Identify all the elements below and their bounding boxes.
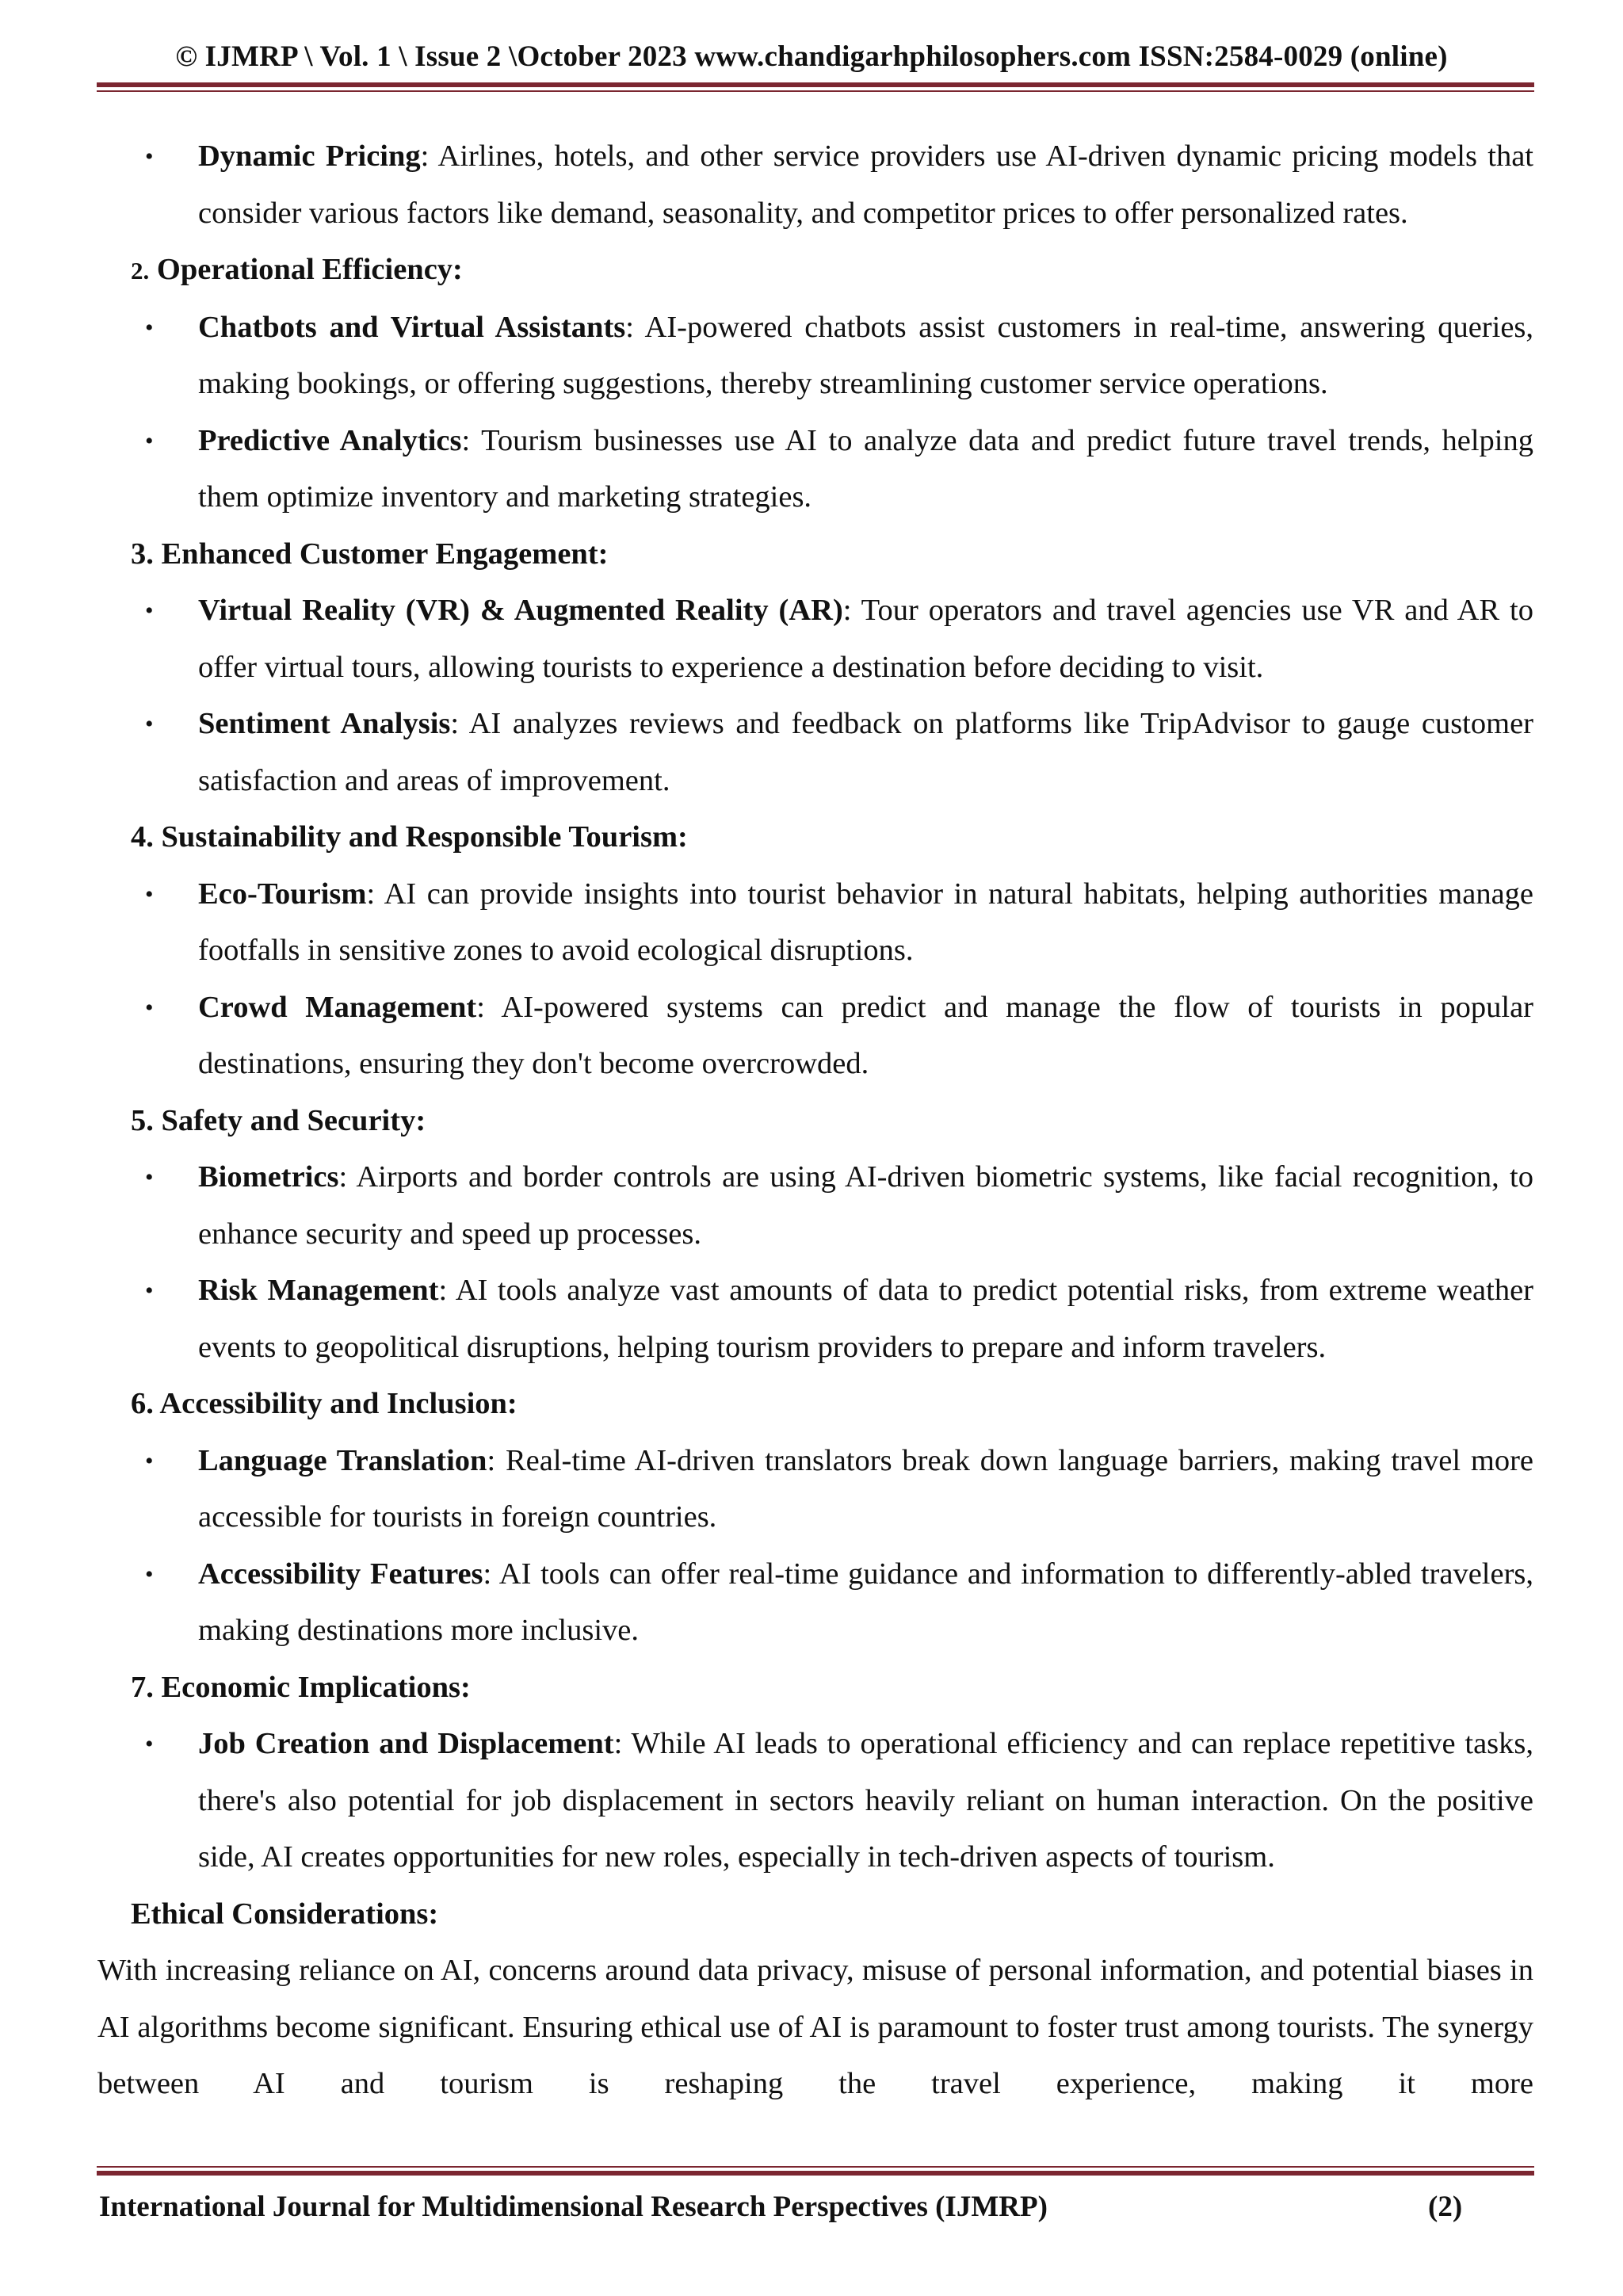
bullet-dynamic-pricing — [99, 128, 1533, 242]
bullet-language-translation — [99, 1433, 1533, 1546]
section-heading-economic: 7. Economic Implications: — [131, 1670, 471, 1704]
bullet-term: Crowd Management — [198, 990, 477, 1024]
bullet-chatbots — [99, 300, 1533, 413]
bullet-vr-ar — [99, 583, 1533, 696]
bullet-eco-tourism — [99, 866, 1533, 980]
bullet-text: : AI-powered systems can predict and manage the flow of tourists in popular destinations, ensuring they don't become overcrowded. — [198, 990, 1533, 1080]
footer-rule-thin — [97, 2166, 1534, 2168]
bullet-term: Biometrics — [198, 1160, 339, 1194]
bullet-icon: • — [145, 427, 154, 454]
bullet-icon: • — [145, 1731, 154, 1757]
bullet-biometrics — [99, 1149, 1533, 1263]
bullet-icon: • — [145, 1447, 154, 1474]
bullet-term: Job Creation and Displacement — [198, 1727, 614, 1760]
bullet-job-creation — [99, 1716, 1533, 1886]
bullet-term: Chatbots and Virtual Assistants — [198, 310, 626, 344]
page-number: (2) — [1428, 2191, 1463, 2223]
section-heading-ethics: Ethical Considerations: — [131, 1897, 439, 1931]
bullet-term: Eco-Tourism — [198, 877, 367, 911]
bullet-icon: • — [145, 598, 154, 624]
bullet-predictive-analytics — [99, 413, 1533, 526]
bullet-term: Language Translation — [198, 1443, 487, 1477]
ethics-paragraph: With increasing reliance on AI, concerns around data privacy, misuse of personal information, and potential biases in AI algorithms become significant. Ensuring ethical use of AI is paramount to foster trust among tourists. The synergy between AI and tourism is reshaping the travel experience, making it more — [97, 1954, 1533, 2100]
bullet-text: : Airlines, hotels, and other service providers use AI-driven dynamic pricing models that consider various factors like demand, seasonality, and competitor prices to offer personalized rates. — [198, 139, 1533, 230]
bullet-risk-management — [99, 1263, 1533, 1376]
bullet-term: Predictive Analytics — [198, 423, 462, 457]
bullet-term: Risk Management — [198, 1274, 439, 1307]
section-heading-customer-engagement: 3. Enhanced Customer Engagement: — [131, 537, 609, 571]
bullet-icon: • — [145, 881, 154, 907]
bullet-accessibility-features — [99, 1546, 1533, 1660]
section-heading-safety: 5. Safety and Security: — [131, 1103, 426, 1137]
bullet-icon: • — [145, 711, 154, 737]
bullet-text: : While AI leads to operational efficiency and can replace repetitive tasks, there's also potential for job displacement in sectors heavily reliant on human interaction. On the positive side, AI creates opportunities for new roles, especially in tech-driven aspects of tourism. — [198, 1727, 1534, 1874]
journal-footer: International Journal for Multidimensional Research Perspectives (IJMRP) — [99, 2191, 1048, 2223]
bullet-text: : AI tools can offer real-time guidance and information to differently-abled travelers, making destinations more inclusive. — [198, 1557, 1533, 1647]
section-number: 2. — [131, 257, 150, 285]
bullet-icon: • — [145, 143, 154, 170]
footer-rule — [97, 2171, 1534, 2176]
bullet-text: : AI can provide insights into tourist behavior in natural habitats, helping authorities manage footfalls in sensitive zones to avoid ecological disruptions. — [198, 877, 1533, 967]
bullet-icon: • — [145, 1278, 154, 1304]
bullet-text: : AI-powered chatbots assist customers in real-time, answering queries, making bookings, or offering suggestions, thereby streamlining customer service operations. — [198, 310, 1534, 400]
bullet-term: Accessibility Features — [198, 1557, 483, 1591]
bullet-text: : AI tools analyze vast amounts of data to predict potential risks, from extreme weather events to geopolitical disruptions, helping tourism providers to prepare and inform travelers. — [198, 1274, 1534, 1364]
bullet-term: Sentiment Analysis — [198, 707, 451, 740]
bullet-text: : Tour operators and travel agencies use VR and AR to offer virtual tours, allowing tourists to experience a destination before deciding to visit. — [198, 594, 1533, 684]
bullet-crowd-management — [99, 980, 1533, 1093]
bullet-icon: • — [145, 1164, 154, 1190]
bullet-icon: • — [145, 314, 154, 341]
page-body — [99, 128, 1533, 2113]
journal-header: © IJMRP \ Vol. 1 \ Issue 2 \October 2023 www.chandigarhphilosophers.com ISSN:2584-0029 (online) — [175, 40, 1448, 73]
section-heading-sustainability: 4. Sustainability and Responsible Tourism: — [131, 820, 688, 854]
section-heading-accessibility: 6. Accessibility and Inclusion: — [131, 1387, 517, 1420]
bullet-icon: • — [145, 1561, 154, 1587]
bullet-text: : AI analyzes reviews and feedback on platforms like TripAdvisor to gauge customer satisfaction and areas of improvement. — [198, 707, 1533, 797]
bullet-text: : Airports and border controls are using AI-driven biometric systems, like facial recognition, to enhance security and speed up processes. — [198, 1160, 1533, 1251]
bullet-icon: • — [145, 994, 154, 1021]
bullet-text: : Real-time AI-driven translators break down language barriers, making travel more accessible for tourists in foreign countries. — [198, 1443, 1533, 1534]
bullet-term: Virtual Reality (VR) & Augmented Reality (AR) — [198, 594, 843, 627]
header-rule-thin — [97, 90, 1534, 92]
header-rule — [97, 82, 1534, 87]
section-title: Operational Efficiency: — [149, 253, 463, 286]
bullet-term: Dynamic Pricing — [198, 139, 421, 173]
bullet-sentiment-analysis — [99, 696, 1533, 809]
bullet-text: : Tourism businesses use AI to analyze data and predict future travel trends, helping them optimize inventory and marketing strategies. — [198, 423, 1533, 514]
section-heading-operational-efficiency — [99, 242, 1533, 300]
